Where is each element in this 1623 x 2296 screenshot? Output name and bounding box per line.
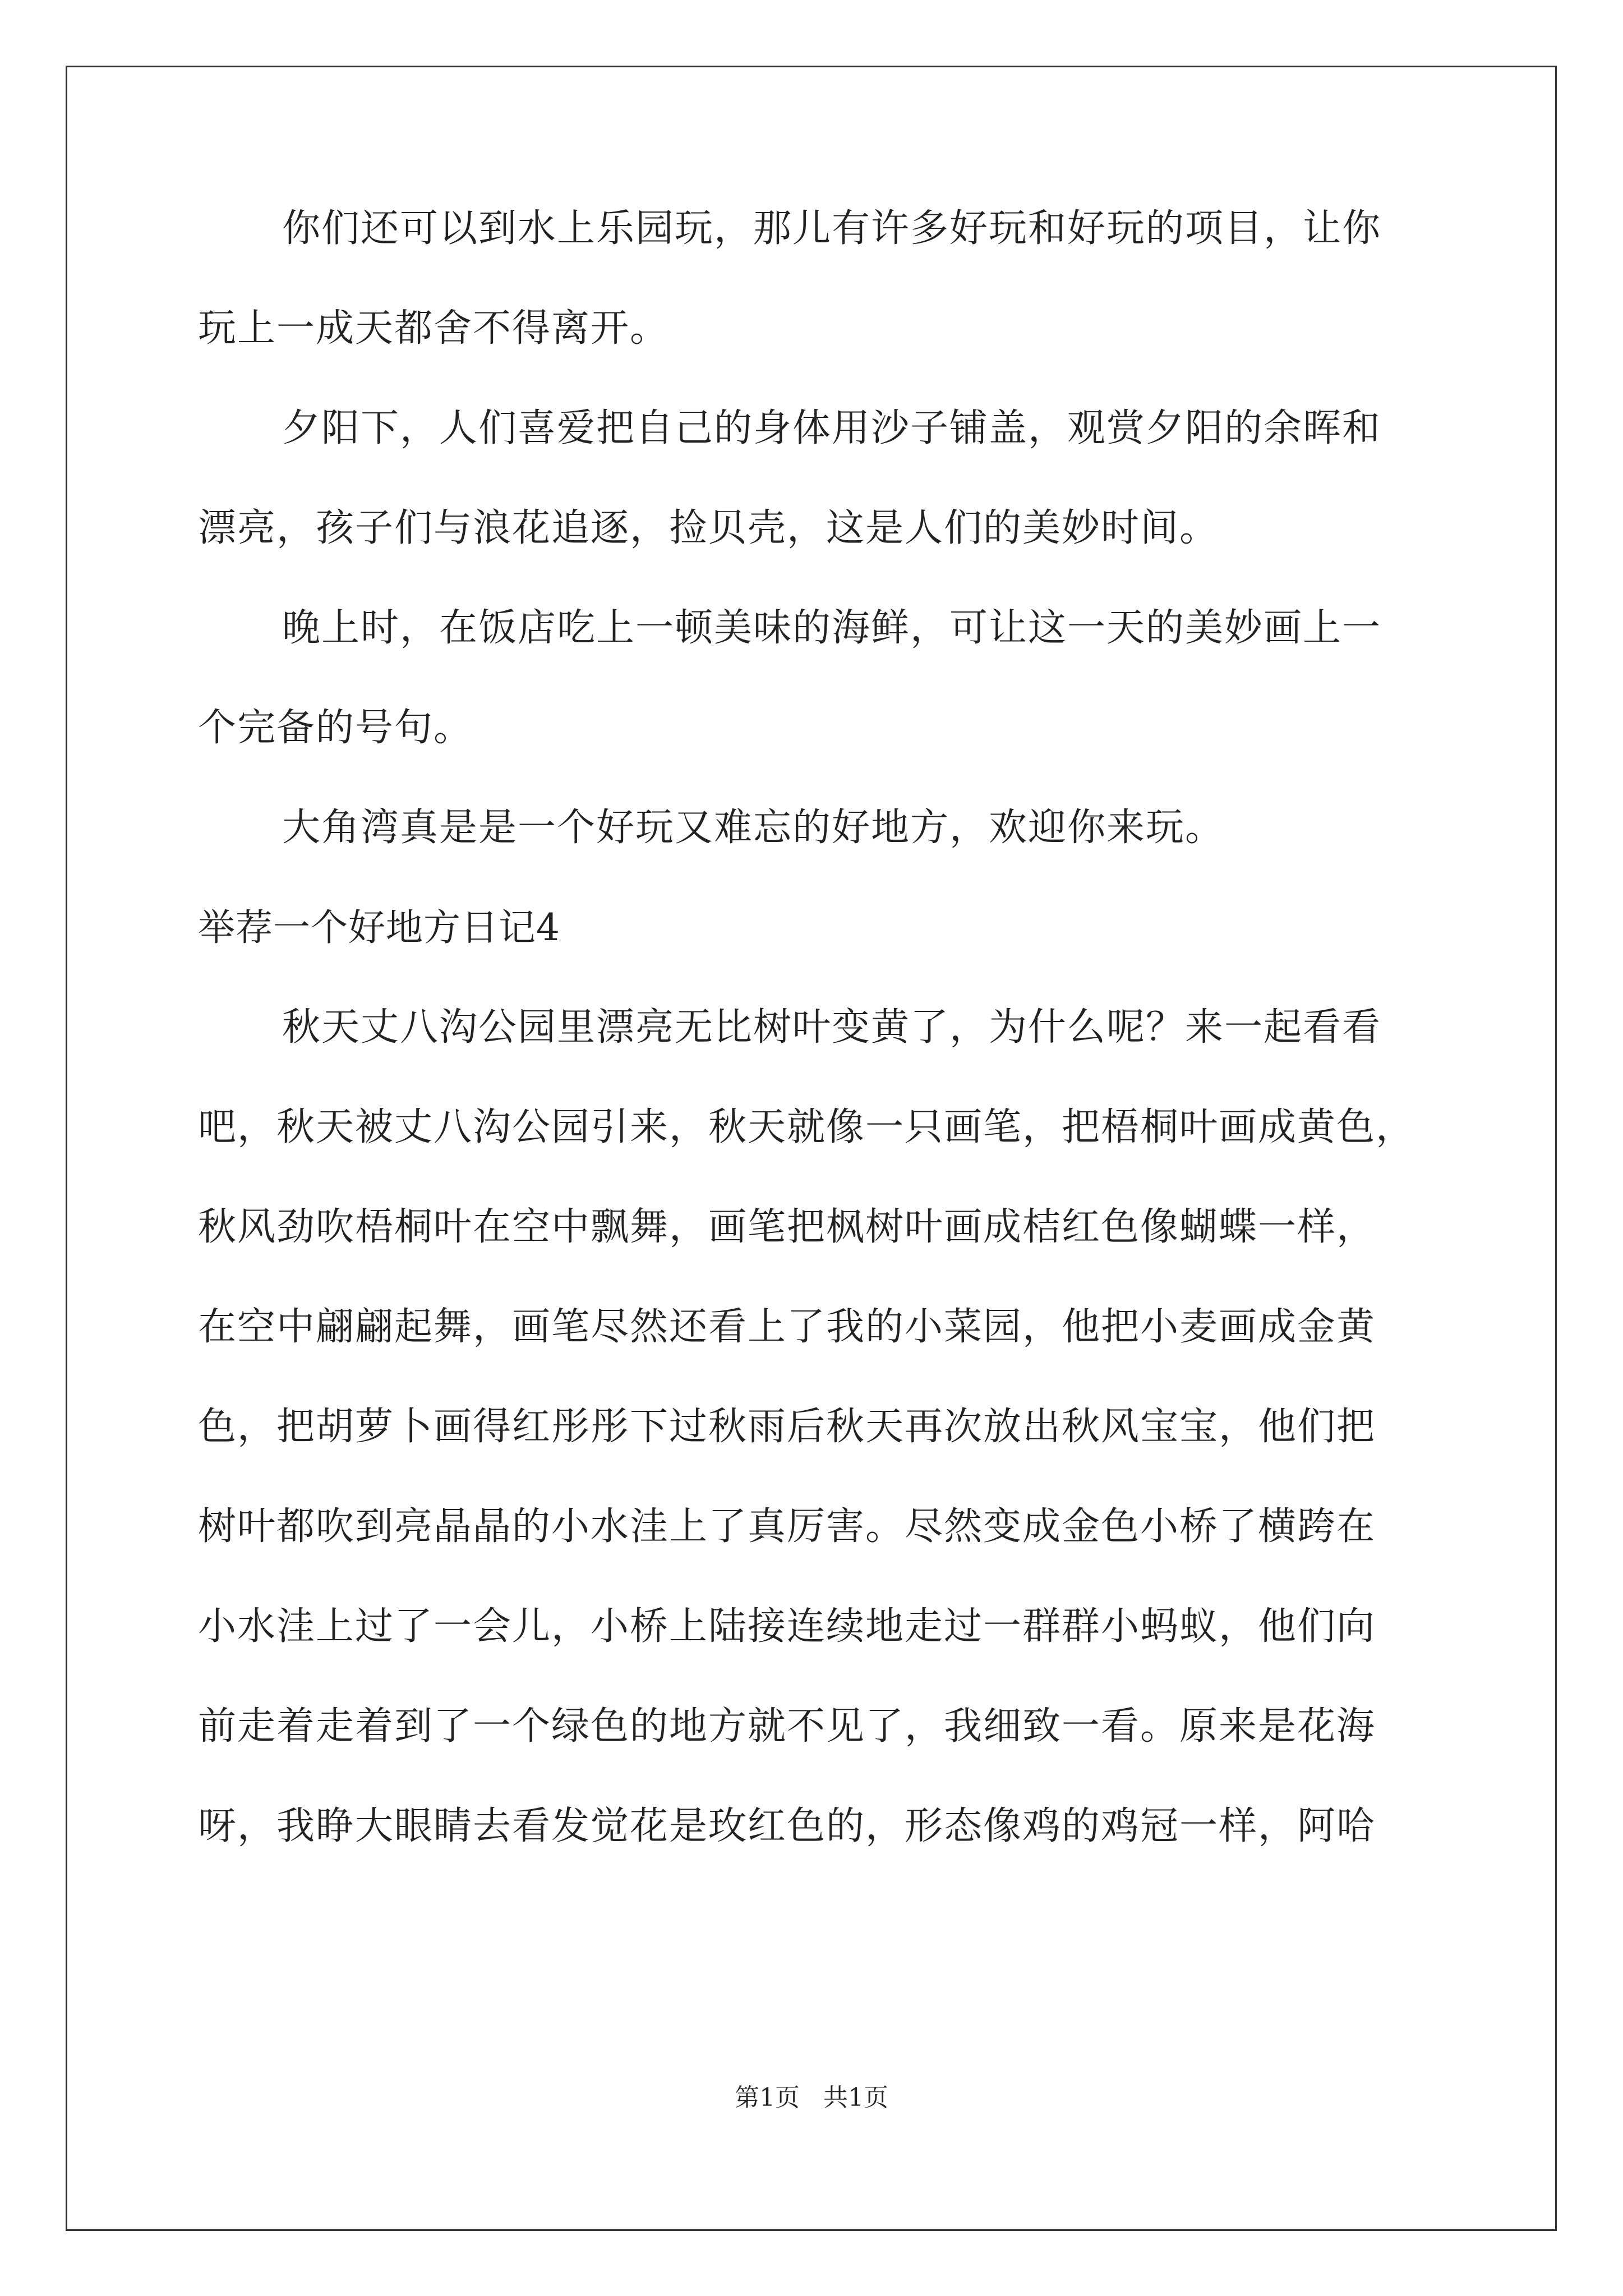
paragraph-line: 漂亮，孩子们与浪花追逐，捡贝壳，这是人们的美妙时间。 xyxy=(198,506,1219,550)
section-heading: 举荐一个好地方日记4 xyxy=(198,906,560,949)
paragraph-line: 大角湾真是是一个好玩又难忘的好地方，欢迎你来玩。 xyxy=(282,806,1225,850)
paragraph-line: 个完备的号句。 xyxy=(198,706,473,750)
paragraph-line: 呀，我睁大眼睛去看发觉花是玫红色的，形态像鸡的鸡冠一样，阿哈 xyxy=(198,1804,1376,1848)
paragraph-line: 小水洼上过了一会儿，小桥上陆接连续地走过一群群小蚂蚁，他们向 xyxy=(198,1604,1376,1649)
paragraph-line: 夕阳下，人们喜爱把自己的身体用沙子铺盖，观赏夕阳的余晖和 xyxy=(282,406,1382,450)
paragraph-line: 吧，秋天被丈八沟公园引来，秋天就像一只画笔，把梧桐叶画成黄色， xyxy=(198,1105,1415,1149)
document-body xyxy=(198,208,1449,1905)
paragraph-line: 前走着走着到了一个绿色的地方就不见了，我细致一看。原来是花海 xyxy=(198,1704,1376,1749)
paragraph-line: 在空中翩翩起舞，画笔尽然还看上了我的小菜园，他把小麦画成金黄 xyxy=(198,1305,1376,1349)
paragraph-line: 晚上时，在饭店吃上一顿美味的海鲜，可让这一天的美妙画上一 xyxy=(282,606,1382,650)
paragraph-line: 秋风劲吹梧桐叶在空中飘舞，画笔把枫树叶画成桔红色像蝴蝶一样， xyxy=(198,1205,1376,1249)
paragraph-line: 树叶都吹到亮晶晶的小水洼上了真厉害。尽然变成金色小桥了横跨在 xyxy=(198,1504,1376,1549)
paragraph-line: 玩上一成天都舍不得离开。 xyxy=(198,306,670,351)
page-number-footer: 第1页 共1页 xyxy=(735,2083,888,2112)
paragraph-line: 色，把胡萝卜画得红彤彤下过秋雨后秋天再次放出秋风宝宝，他们把 xyxy=(198,1405,1376,1449)
paragraph-line: 你们还可以到水上乐园玩，那儿有许多好玩和好玩的项目，让你 xyxy=(282,206,1382,251)
paragraph-line: 秋天丈八沟公园里漂亮无比树叶变黄了，为什么呢？来一起看看 xyxy=(282,1005,1382,1050)
